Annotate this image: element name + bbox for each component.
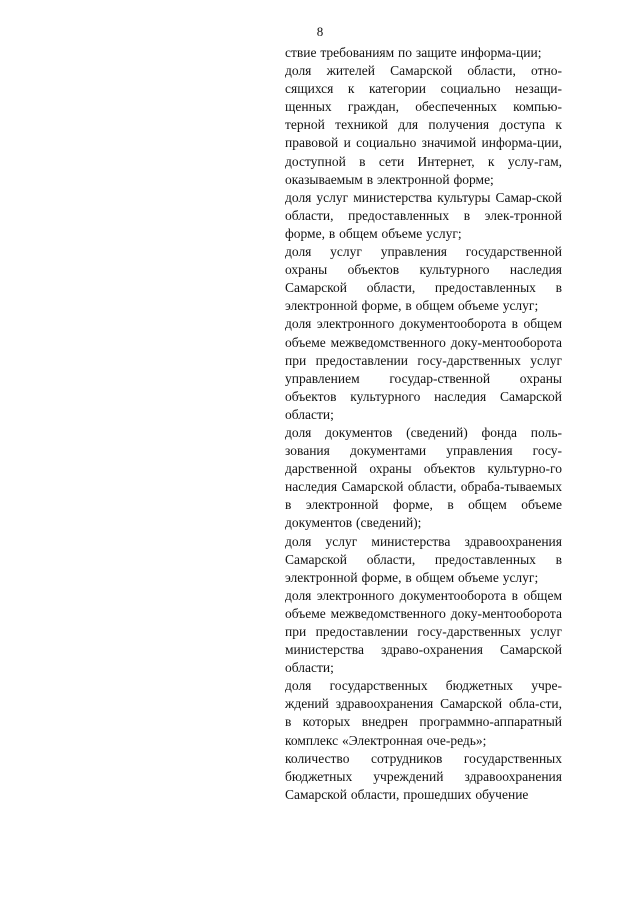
paragraph: доля электронного документооборота в общем объеме межведомственного доку-ментооборота при предоставлении госу-дарственных услуг министерства здраво-охранения Самарской области; [285,587,562,676]
paragraph: количество сотрудников государственных бюджетных учреждений здравоохранения Самарской области, прошедших обучение [285,750,562,802]
paragraph: доля электронного документооборота в общем объеме межведомственного доку-ментооборота при предоставлении госу-дарственных услуг управлением государ-ственной охраны объектов культурного наследия Самарской области; [285,316,562,422]
paragraph: ствие требованиям по защите информа-ции; [285,45,542,60]
paragraph: доля жителей Самарской области, отно-сящихся к категории социально незащи-щенных граждан, обеспеченных компью-терной техникой для получения доступа к правовой и социально значимой информа-ции, доступной в сети Интернет, к услу-гам, оказываемым в электронной форме; [285,63,562,187]
paragraph: доля услуг управления государственной охраны объектов культурного наследия Самарской области, предоставленных в электронной форме, в общем объеме услуг; [285,244,562,314]
document-text [285,44,562,804]
page-number: 8 [316,24,324,39]
paragraph: доля документов (сведений) фонда поль-зования документами управления госу-дарственной охраны объектов культурно-го наследия Самарской области, обраба-тываемых в электронной форме, в общем объеме документов (сведений); [285,424,562,531]
paragraph: доля государственных бюджетных учре-ждений здравоохранения Самарской обла-сти, в которых внедрен программно-аппаратный комплекс «Электронная оче-редь»; [285,678,562,748]
paragraph: доля услуг министерства здравоохранения Самарской области, предоставленных в электронной форме, в общем объеме услуг; [285,533,562,585]
paragraph: доля услуг министерства культуры Самар-ской области, предоставленных в элек-тронной форме, в общем объеме услуг; [285,189,562,241]
